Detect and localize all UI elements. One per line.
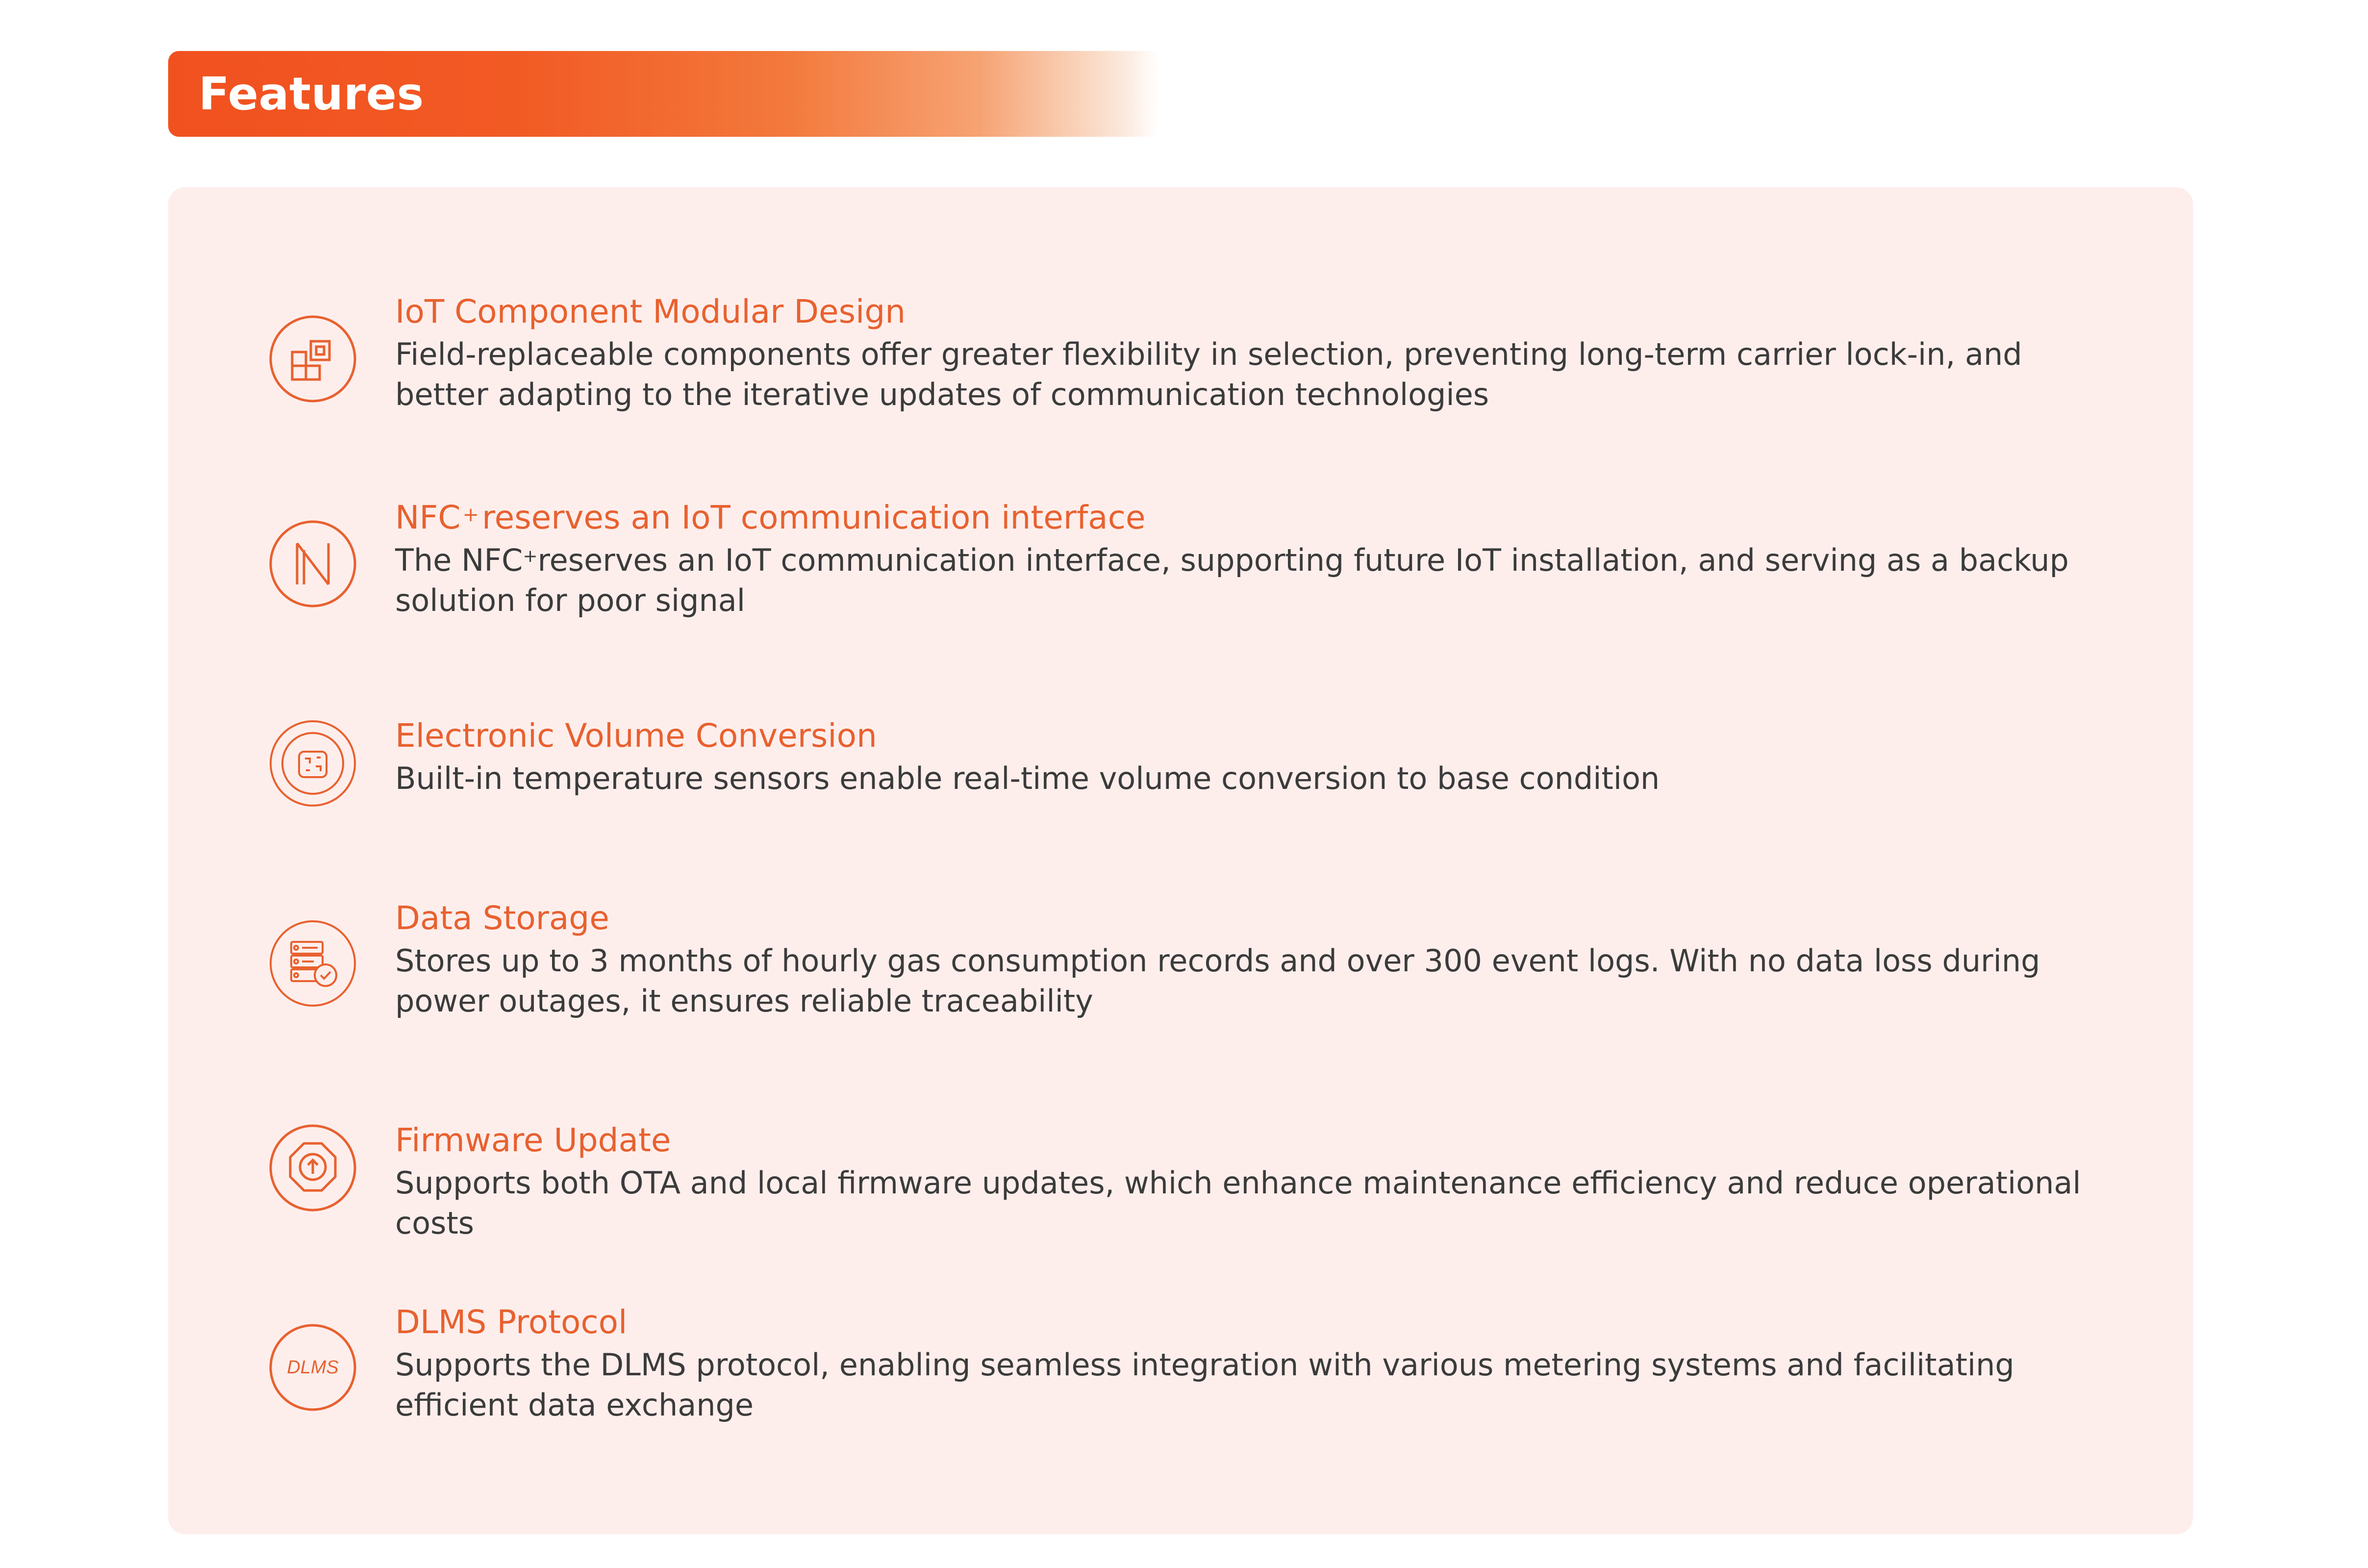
dlms-icon-text: DLMS bbox=[287, 1357, 339, 1378]
feature-description: Built-in temperature sensors enable real-time volume conversion to base condition bbox=[395, 760, 1660, 796]
nfc-icon bbox=[269, 520, 357, 608]
feature-description bbox=[395, 540, 2111, 621]
features-header-bar bbox=[168, 51, 1159, 137]
feature-title-suffix: reserves an IoT communication interface bbox=[481, 499, 1146, 536]
data-storage-icon bbox=[269, 919, 357, 1008]
feature-description: Supports the DLMS protocol, enabling seamless integration with various metering systems and facilitating efficient data exchange bbox=[395, 1347, 2015, 1423]
feature-title bbox=[395, 495, 2111, 540]
feature-title: Firmware Update bbox=[395, 1121, 671, 1159]
dlms-icon bbox=[269, 1323, 357, 1412]
page-title: Features bbox=[199, 68, 424, 120]
feature-description: Field-replaceable components offer greater flexibility in selection, preventing long-term carrier lock-in, and better adapting to the iterative updates of communication technologies bbox=[395, 336, 2022, 412]
feature-text bbox=[395, 713, 2111, 799]
feature-text bbox=[395, 896, 2111, 1021]
feature-text bbox=[395, 289, 2111, 415]
feature-text bbox=[395, 1118, 2111, 1243]
feature-text bbox=[395, 1300, 2111, 1425]
feature-title: DLMS Protocol bbox=[395, 1303, 628, 1341]
feature-description: Stores up to 3 months of hourly gas consumption records and over 300 event logs. With no data loss during power outages, it ensures reliable traceability bbox=[395, 943, 2041, 1019]
feature-description-superscript: + bbox=[523, 546, 538, 566]
feature-title: IoT Component Modular Design bbox=[395, 293, 906, 330]
feature-description-prefix: The NFC bbox=[395, 542, 523, 578]
feature-description: Supports both OTA and local firmware updates, which enhance maintenance efficiency and reduce operational costs bbox=[395, 1165, 2081, 1241]
feature-title: Electronic Volume Conversion bbox=[395, 717, 877, 755]
feature-text bbox=[395, 495, 2111, 621]
features-panel bbox=[168, 187, 2193, 1534]
feature-title-superscript: + bbox=[462, 504, 479, 526]
modular-blocks-icon bbox=[269, 315, 357, 403]
firmware-update-icon bbox=[269, 1124, 357, 1212]
feature-title-prefix: NFC bbox=[395, 499, 461, 536]
volume-conversion-icon bbox=[269, 719, 357, 808]
feature-description-suffix: reserves an IoT communication interface, supporting future IoT installation, and serving as a backup solution for poor signal bbox=[395, 542, 2069, 618]
feature-title: Data Storage bbox=[395, 899, 609, 937]
